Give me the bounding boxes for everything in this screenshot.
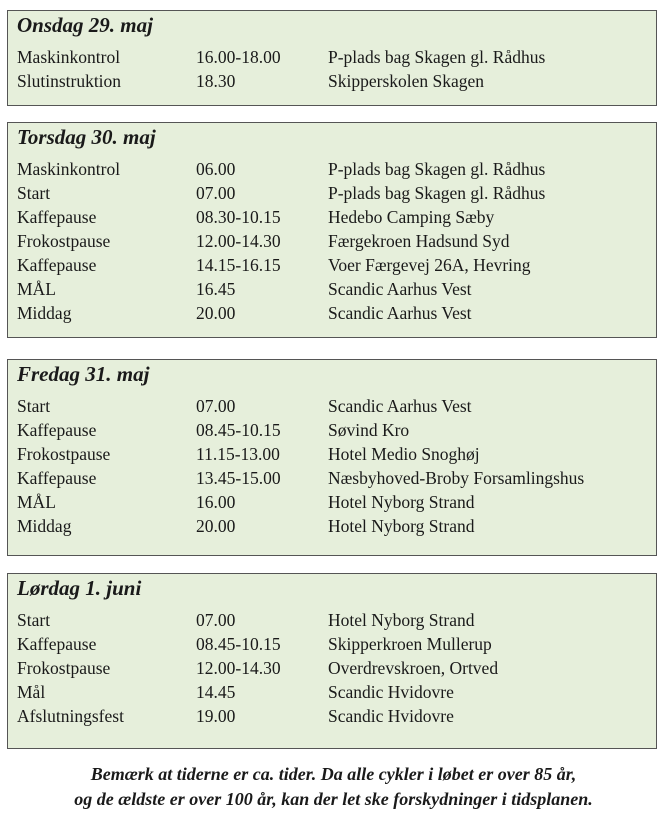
place-name: Søvind Kro	[328, 420, 410, 440]
activity-label: Mål	[17, 682, 46, 702]
activity-label: Maskinkontrol	[17, 47, 121, 67]
time-value: 20.00	[196, 516, 236, 536]
day-box-onsdag	[7, 10, 657, 106]
time-value: 14.15-16.15	[196, 255, 281, 275]
schedule-row	[8, 181, 656, 205]
place-name: Overdrevskroen, Ortved	[328, 658, 499, 678]
time-value: 08.45-10.15	[196, 634, 281, 654]
time-value: 08.30-10.15	[196, 207, 281, 227]
place-name: Skipperskolen Skagen	[328, 71, 485, 91]
activity-label: Middag	[17, 303, 72, 323]
time-value: 07.00	[196, 183, 236, 203]
time-value: 12.00-14.30	[196, 658, 281, 678]
activity-label: Kaffepause	[17, 420, 97, 440]
day-box-loerdag	[7, 573, 657, 749]
activity-label: Start	[17, 183, 51, 203]
time-value: 18.30	[196, 71, 236, 91]
schedule-row	[8, 229, 656, 253]
activity-label: Afslutningsfest	[17, 706, 124, 726]
time-value: 11.15-13.00	[196, 444, 280, 464]
schedule-row	[8, 466, 656, 490]
schedule-row	[8, 442, 656, 466]
activity-label: Slutinstruktion	[17, 71, 122, 91]
place-name: Hotel Medio Snoghøj	[328, 444, 480, 464]
day-box-fredag	[7, 359, 657, 556]
place-name: P-plads bag Skagen gl. Rådhus	[328, 47, 546, 67]
place-name: Hotel Nyborg Strand	[328, 516, 475, 536]
place-name: Scandic Hvidovre	[328, 682, 454, 702]
place-name: Scandic Aarhus Vest	[328, 279, 472, 299]
activity-label: Kaffepause	[17, 255, 97, 275]
time-value: 13.45-15.00	[196, 468, 281, 488]
place-name: Voer Færgevej 26A, Hevring	[328, 255, 531, 275]
schedule-row	[8, 608, 656, 632]
time-value: 07.00	[196, 396, 236, 416]
place-name: Skipperkroen Mullerup	[328, 634, 492, 654]
time-value: 14.45	[196, 682, 236, 702]
time-value: 06.00	[196, 159, 236, 179]
day-title: Onsdag 29. maj	[17, 13, 153, 37]
schedule-row	[8, 418, 656, 442]
time-value: 20.00	[196, 303, 236, 323]
activity-label: Kaffepause	[17, 207, 97, 227]
schedule-row	[8, 632, 656, 656]
schedule-row	[8, 45, 656, 69]
schedule-row	[8, 253, 656, 277]
schedule-row	[8, 205, 656, 229]
time-value: 08.45-10.15	[196, 420, 281, 440]
activity-label: Frokostpause	[17, 444, 111, 464]
activity-label: Start	[17, 396, 51, 416]
time-value: 19.00	[196, 706, 236, 726]
place-name: Hotel Nyborg Strand	[328, 610, 475, 630]
footnote-line-2: og de ældste er over 100 år, kan der let ske forskydninger i tidsplanen.	[74, 789, 593, 809]
schedule-row	[8, 656, 656, 680]
time-value: 12.00-14.30	[196, 231, 281, 251]
schedule-row	[8, 514, 656, 538]
place-name: Hedebo Camping Sæby	[328, 207, 495, 227]
place-name: Scandic Aarhus Vest	[328, 396, 472, 416]
activity-label: Frokostpause	[17, 231, 111, 251]
time-value: 16.45	[196, 279, 236, 299]
day-box-torsdag	[7, 122, 657, 338]
schedule-row	[8, 394, 656, 418]
place-name: P-plads bag Skagen gl. Rådhus	[328, 159, 546, 179]
place-name: Færgekroen Hadsund Syd	[328, 231, 510, 251]
activity-label: Kaffepause	[17, 634, 97, 654]
time-value: 16.00-18.00	[196, 47, 281, 67]
place-name: Næsbyhoved-Broby Forsamlingshus	[328, 468, 585, 488]
place-name: Scandic Aarhus Vest	[328, 303, 472, 323]
place-name: Scandic Hvidovre	[328, 706, 454, 726]
activity-label: MÅL	[17, 279, 56, 299]
activity-label: Maskinkontrol	[17, 159, 121, 179]
activity-label: Kaffepause	[17, 468, 97, 488]
day-title: Fredag 31. maj	[17, 362, 150, 386]
time-value: 16.00	[196, 492, 236, 512]
place-name: P-plads bag Skagen gl. Rådhus	[328, 183, 546, 203]
time-value: 07.00	[196, 610, 236, 630]
schedule-row	[8, 277, 656, 301]
activity-label: Middag	[17, 516, 72, 536]
footnote	[0, 762, 667, 812]
activity-label: Start	[17, 610, 51, 630]
schedule-row	[8, 680, 656, 704]
day-title: Torsdag 30. maj	[17, 125, 156, 149]
schedule-row	[8, 490, 656, 514]
place-name: Hotel Nyborg Strand	[328, 492, 475, 512]
day-title: Lørdag 1. juni	[17, 576, 142, 600]
schedule-row	[8, 301, 656, 325]
schedule-row	[8, 704, 656, 728]
activity-label: Frokostpause	[17, 658, 111, 678]
activity-label: MÅL	[17, 492, 56, 512]
footnote-line-1: Bemærk at tiderne er ca. tider. Da alle cykler i løbet er over 85 år,	[90, 764, 577, 784]
schedule-row	[8, 157, 656, 181]
schedule-row	[8, 69, 656, 93]
